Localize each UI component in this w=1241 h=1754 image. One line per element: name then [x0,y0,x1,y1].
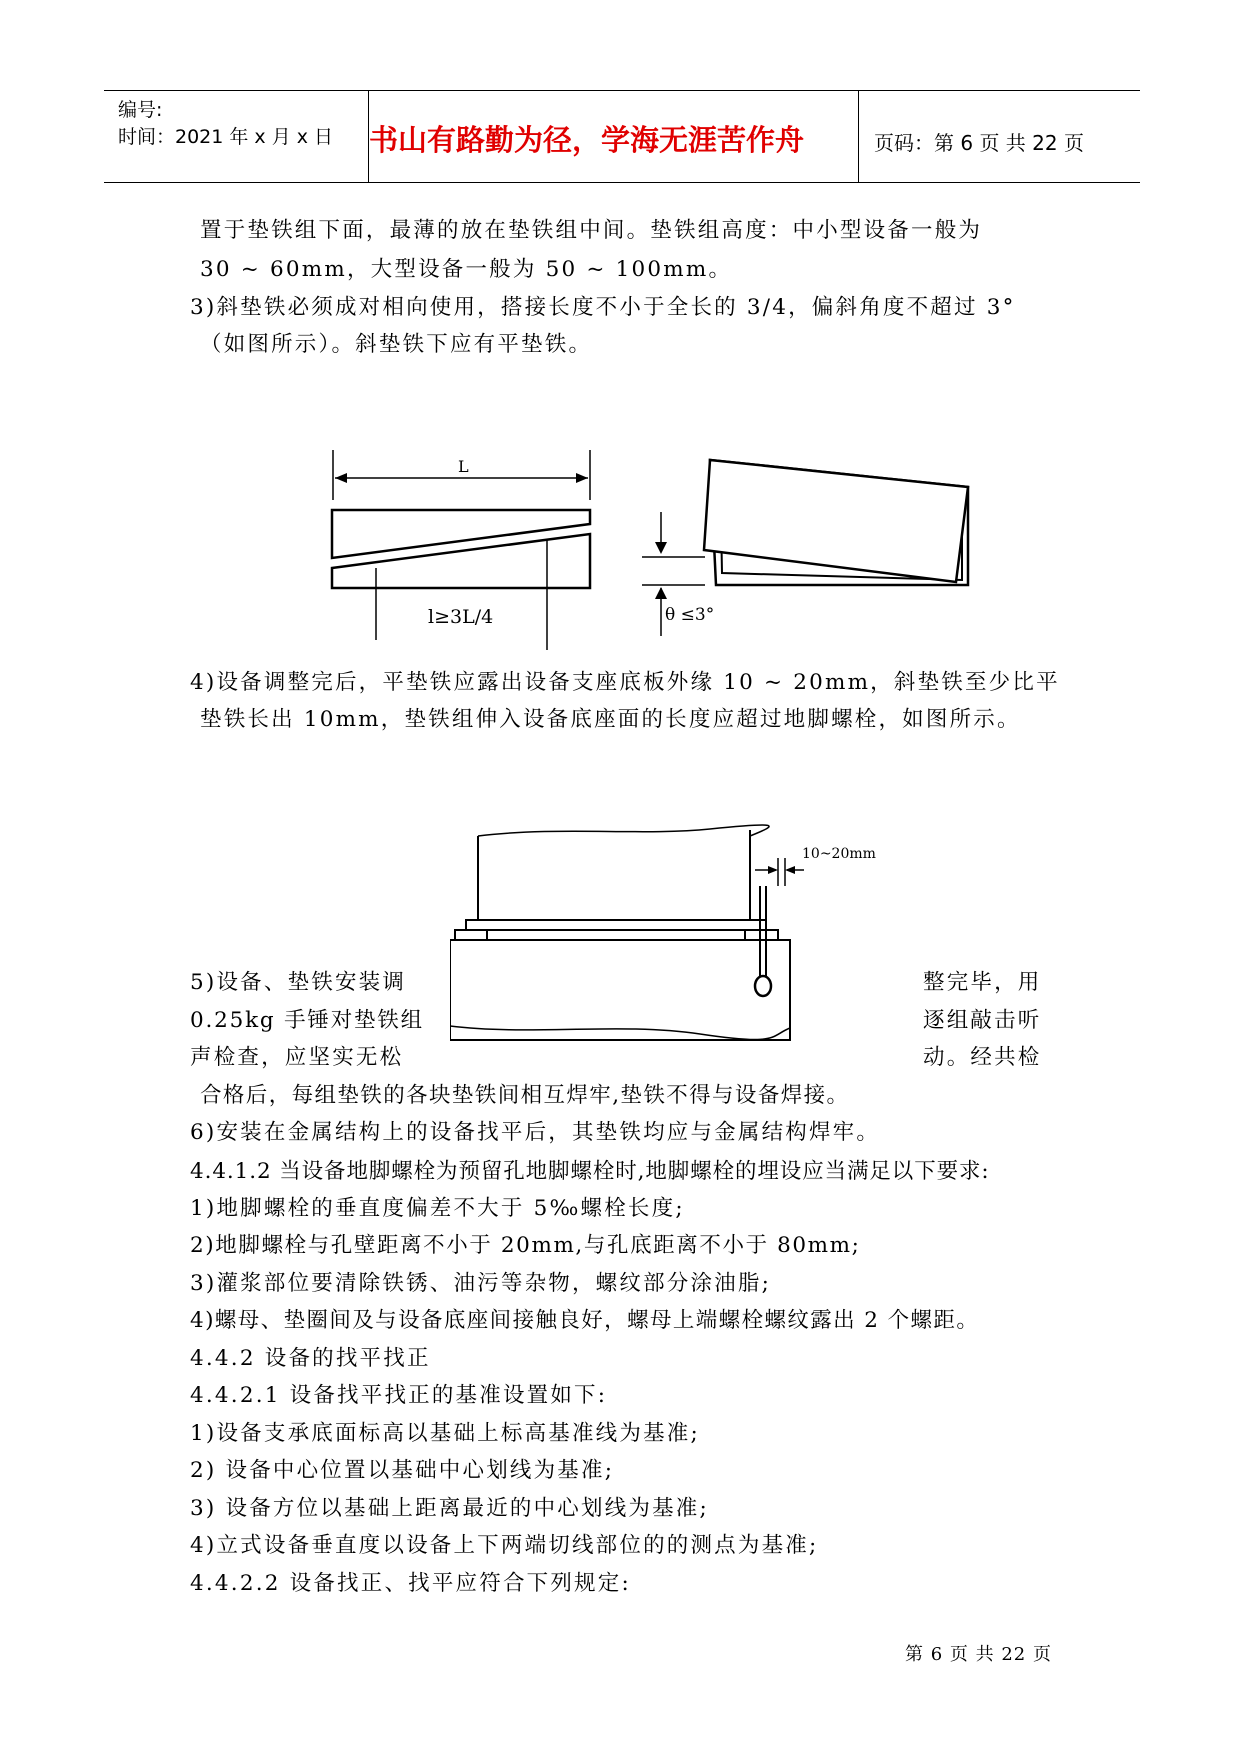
header-motto: 书山有路勤为径，学海无涯苦作舟 [369,123,805,157]
text-line-12: 4.4.1.2 当设备地脚螺栓为预留孔地脚螺栓时,地脚螺栓的埋设应当满足以下要求: [190,1159,990,1184]
footer-page-number: 第 6 页 共 22 页 [905,1644,1052,1665]
text-line-15: 3)灌浆部位要清除铁锈、油污等杂物，螺纹部分涂油脂; [190,1271,772,1296]
text-line-2: 30 ~ 60mm，大型设备一般为 50 ~ 100mm。 [200,257,733,282]
text-line-10: 合格后，每组垫铁的各块垫铁间相互焊牢,垫铁不得与设备焊接。 [200,1083,850,1108]
text-line-16: 4)螺母、垫圈间及与设备底座间接触良好，螺母上端螺栓螺纹露出 2 个螺距。 [190,1308,980,1333]
text-line-14: 2)地脚螺栓与孔壁距离不小于 20mm,与孔底距离不小于 80mm; [190,1233,861,1258]
text-line-19: 1)设备支承底面标高以基础上标高基准线为基准; [190,1421,700,1446]
header-bottom-rule [104,182,1140,183]
header-number-label: 编号: [118,99,163,121]
gap-label: 10~20mm [802,846,876,862]
text-line-3: 3)斜垫铁必须成对相向使用，搭接长度不小于全长的 3/4，偏斜角度不超过 3° [190,295,1016,320]
text-line-8b: 逐组敲击听 [923,1008,1042,1033]
text-line-9a: 声检查，应坚实无松 [190,1045,404,1070]
text-line-11: 6)安装在金属结构上的设备找平后，其垫铁均应与金属结构焊牢。 [190,1120,881,1145]
wedge-shim-figure [320,450,1000,660]
length-label: L [458,457,469,476]
text-line-13: 1)地脚螺栓的垂直度偏差不大于 5‰螺栓长度; [190,1196,685,1221]
text-line-23: 4.4.2.2 设备找正、找平应符合下列规定: [190,1571,631,1596]
text-line-1: 置于垫铁组下面，最薄的放在垫铁组中间。垫铁组高度：中小型设备一般为 [200,218,983,243]
base-shim-figure [450,822,890,1042]
text-line-8a: 0.25kg 手锤对垫铁组 [190,1008,424,1033]
text-line-9b: 动。经共检 [923,1045,1042,1070]
text-line-18: 4.4.2.1 设备找平找正的基准设置如下: [190,1383,608,1408]
text-line-7a: 5)设备、垫铁安装调 [190,970,407,995]
text-line-21: 3) 设备方位以基础上距离最近的中心划线为基准; [190,1496,709,1521]
header-divider-right [858,90,859,182]
angle-label: θ ≤3° [665,605,715,625]
overlap-label: l≥3L/4 [428,606,494,628]
text-line-17: 4.4.2 设备的找平找正 [190,1346,431,1371]
header-time-label: 时间：2021 年 x 月 x 日 [118,126,334,148]
header-page-info: 页码：第 6 页 共 22 页 [874,131,1084,155]
text-line-6: 垫铁长出 10mm，垫铁组伸入设备底座面的长度应超过地脚螺栓，如图所示。 [200,707,1021,732]
header-top-rule [104,90,1140,91]
text-line-7b: 整完毕，用 [923,970,1042,995]
text-line-22: 4)立式设备垂直度以设备上下两端切线部位的的测点为基准; [190,1533,819,1558]
text-line-4: （如图所示）。斜垫铁下应有平垫铁。 [200,332,593,357]
text-line-20: 2) 设备中心位置以基础中心划线为基准; [190,1458,615,1483]
text-line-5: 4)设备调整完后，平垫铁应露出设备支座底板外缘 10 ~ 20mm，斜垫铁至少比平 [190,670,1060,695]
